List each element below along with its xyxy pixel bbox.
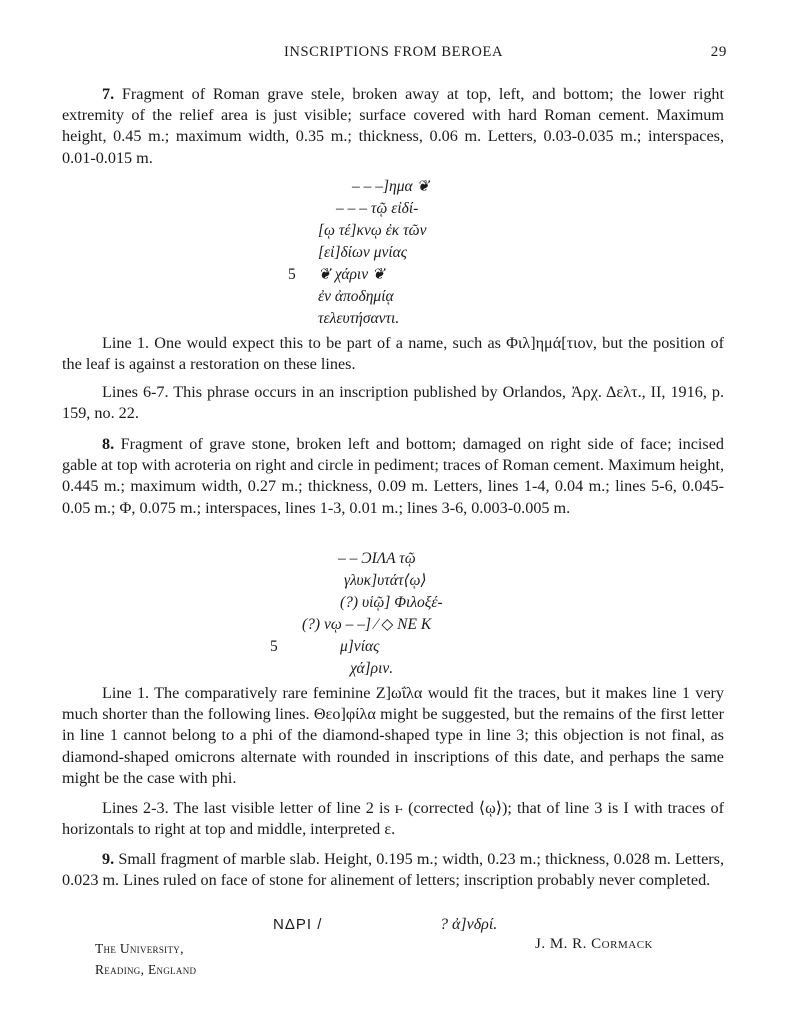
author-name: J. M. R. Cormack <box>535 936 653 952</box>
inscription-line <box>352 176 460 198</box>
line-text: γλυκ]υτάτ⟨ῳ⟩ <box>344 572 427 589</box>
affiliation-line: Reading, England <box>95 962 197 977</box>
entry-number: 7. <box>102 85 115 103</box>
inscription-9-reading: ? ἀ]νδρί. <box>440 916 498 933</box>
line-text: τελευτήσαντι. <box>318 310 400 327</box>
author-affiliation <box>95 938 196 980</box>
entry-text: Fragment of grave stone, broken left and bottom; damaged on right side of face; incised gable at top with acroteria on right and circle in pediment; traces of Roman cement. Maximum height, 0.445 m.; maximum width, 0.27 m.; thickness, 0.09 m. Letters, lines 1-4, 0.04 m.; lines 5-6, 0.045-0.05 m.; Φ, 0.075 m.; interspaces, lines 1-3, 0.01 m.; lines 3-6, 0.003-0.005 m. <box>62 435 724 517</box>
entry-number: 9. <box>102 850 115 868</box>
entry-number: 8. <box>102 435 115 453</box>
line-number: 5 <box>288 266 296 283</box>
inscription-line <box>350 658 479 680</box>
running-title: INSCRIPTIONS FROM BEROEA <box>283 44 504 60</box>
line-text: – – –]ημα ❦ <box>352 178 430 195</box>
line-text: μ]νίας <box>340 638 380 655</box>
inscription-line <box>336 198 444 220</box>
entry-8-description <box>62 434 724 519</box>
line-text: (?) νῳ – –] ⁄ ◇ ΝΕ Κ <box>302 616 432 633</box>
page-number: 29 <box>710 44 727 60</box>
affiliation-line: The University, <box>95 941 184 956</box>
entry-7-note-line1: Line 1. One would expect this to be part of a name, such as Φιλ]ημά[τιον, but the position of the leaf is against a restoration on these lines. <box>62 334 724 374</box>
inscription-line <box>344 570 473 592</box>
line-text: [ῳ τέ]κνῳ ἐκ τῶν <box>318 222 427 239</box>
line-number: 5 <box>270 638 278 655</box>
inscription-line <box>302 614 431 636</box>
entry-text: Fragment of Roman grave stele, broken away at top, left, and bottom; the lower right extremity of the relief area is just visible; surface covered with hard Roman cement. Maximum height, 0.45 m.; maximum width, 0.35 m.; thickness, 0.06 m. Letters, 0.03-0.035 m.; interspaces, 0.01-0.015 m. <box>62 85 725 167</box>
inscription-line <box>318 242 426 264</box>
inscription-line <box>318 286 426 308</box>
inscription-line <box>318 308 426 330</box>
entry-8-note-line1: Line 1. The comparatively rare feminine Z]ωΐλα would fit the traces, but it makes line 1 very much shorter than the following lines. Θεο]φίλα might be suggested, but the remains of the first letter in line 1 cannot belong to a phi of the diamond-shaped type in line 3; this objection is not final, as diamond-shaped omicrons alternate with rounded in inscriptions of this date, and perhaps the same might be the case with phi. <box>62 684 724 787</box>
line-text: – – ƆΙΛΑ τῷ <box>338 550 416 567</box>
inscription-line <box>270 636 469 658</box>
entry-text: Small fragment of marble slab. Height, 0.195 m.; width, 0.23 m.; thickness, 0.028 m. Letters, 0.023 m. Lines ruled on face of stone for alinement of letters; inscription probably never completed. <box>62 850 724 890</box>
entry-8-note-lines23: Lines 2-3. The last visible letter of line 2 is ⱶ (corrected ⟨ῳ⟩); that of line 3 is I with traces of horizontals to right at top and middle, interpreted ε. <box>62 799 724 839</box>
inscription-line <box>288 264 426 286</box>
line-text: [εἰ]δίων μνίας <box>318 244 408 261</box>
inscription-line <box>338 548 467 570</box>
entry-7-description <box>62 84 724 169</box>
inscription-7 <box>288 176 430 330</box>
line-text: ἐν ἀποδημίᾳ <box>318 288 394 305</box>
line-text: (?) υἱῷ] Φιλοξέ- <box>340 594 443 611</box>
inscription-line <box>340 592 469 614</box>
entry-7-note-lines67: Lines 6-7. This phrase occurs in an inscription published by Orlandos, Ἀρχ. Δελτ., II, 1916, p. 159, no. 22. <box>62 383 724 423</box>
line-text: – – – τῷ εἰδί- <box>336 200 419 217</box>
line-text: ❦ χάριν ❦ <box>318 266 385 283</box>
inscription-line <box>318 220 426 242</box>
entry-9-description <box>62 849 724 891</box>
inscription-8 <box>270 548 443 680</box>
inscription-9-capitals: ΝΔΡΙ / <box>273 916 323 933</box>
line-text: χά]ριν. <box>350 660 394 677</box>
